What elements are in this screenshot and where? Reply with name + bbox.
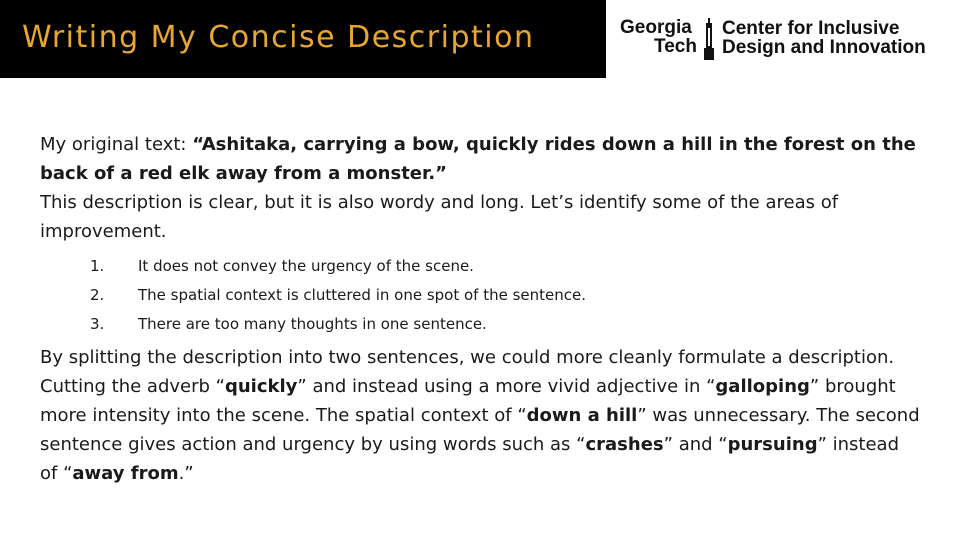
revision-text: ” and instead using a more vivid adjective in “: [297, 376, 716, 397]
revision-text: By splitting the description into two sentences, we could more cleanly formulate a description. Cutting the adverb “: [40, 347, 895, 397]
list-number: 2.: [90, 286, 105, 304]
logo-line-center: Center for Inclusive: [722, 18, 900, 39]
keyword-down-a-hill: down a hill: [526, 405, 638, 426]
revision-paragraph: [40, 343, 920, 488]
keyword-quickly: quickly: [224, 376, 298, 397]
list-item: [90, 281, 920, 310]
title-bar: [0, 0, 606, 78]
logo-line-georgia: Georgia: [620, 17, 692, 38]
list-text: There are too many thoughts in one sentence.: [138, 315, 487, 333]
keyword-pursuing: pursuing: [727, 434, 818, 455]
evaluation-paragraph: This description is clear, but it is also wordy and long. Let’s identify some of the areas of improvement.: [40, 192, 839, 242]
revision-text: ” and “: [663, 434, 728, 455]
improvement-list: [40, 252, 920, 339]
revision-text: .”: [178, 463, 194, 484]
cidi-wordmark: [722, 19, 926, 57]
list-number: 1.: [90, 257, 105, 275]
logo-line-tech: Tech: [654, 36, 697, 57]
list-text: It does not convey the urgency of the scene.: [138, 257, 474, 275]
original-text-label: My original text:: [40, 134, 193, 155]
slide-body: [40, 130, 920, 488]
tech-tower-icon: [702, 18, 716, 60]
original-text-quote: “Ashitaka, carrying a bow, quickly rides down a hill in the forest on the back of a red elk away from a monster.”: [40, 134, 916, 184]
gt-cidi-logo: [620, 18, 940, 62]
list-item: [90, 310, 920, 339]
slide-title: Writing My Concise Description: [22, 20, 535, 55]
keyword-crashes: crashes: [585, 434, 664, 455]
list-item: [90, 252, 920, 281]
revision-text: ” instead of “: [40, 434, 900, 484]
original-text-paragraph: [40, 130, 920, 188]
keyword-galloping: galloping: [715, 376, 810, 397]
revision-text: ” brought more intensity into the scene. The spatial context of “: [40, 376, 896, 426]
list-number: 3.: [90, 315, 105, 333]
georgia-tech-wordmark: [620, 18, 697, 56]
keyword-away-from: away from: [72, 463, 179, 484]
revision-text: ” was unnecessary. The second sentence gives action and urgency by using words such as “: [40, 405, 920, 455]
logo-line-design: Design and Innovation: [722, 37, 926, 58]
list-text: The spatial context is cluttered in one spot of the sentence.: [138, 286, 587, 304]
